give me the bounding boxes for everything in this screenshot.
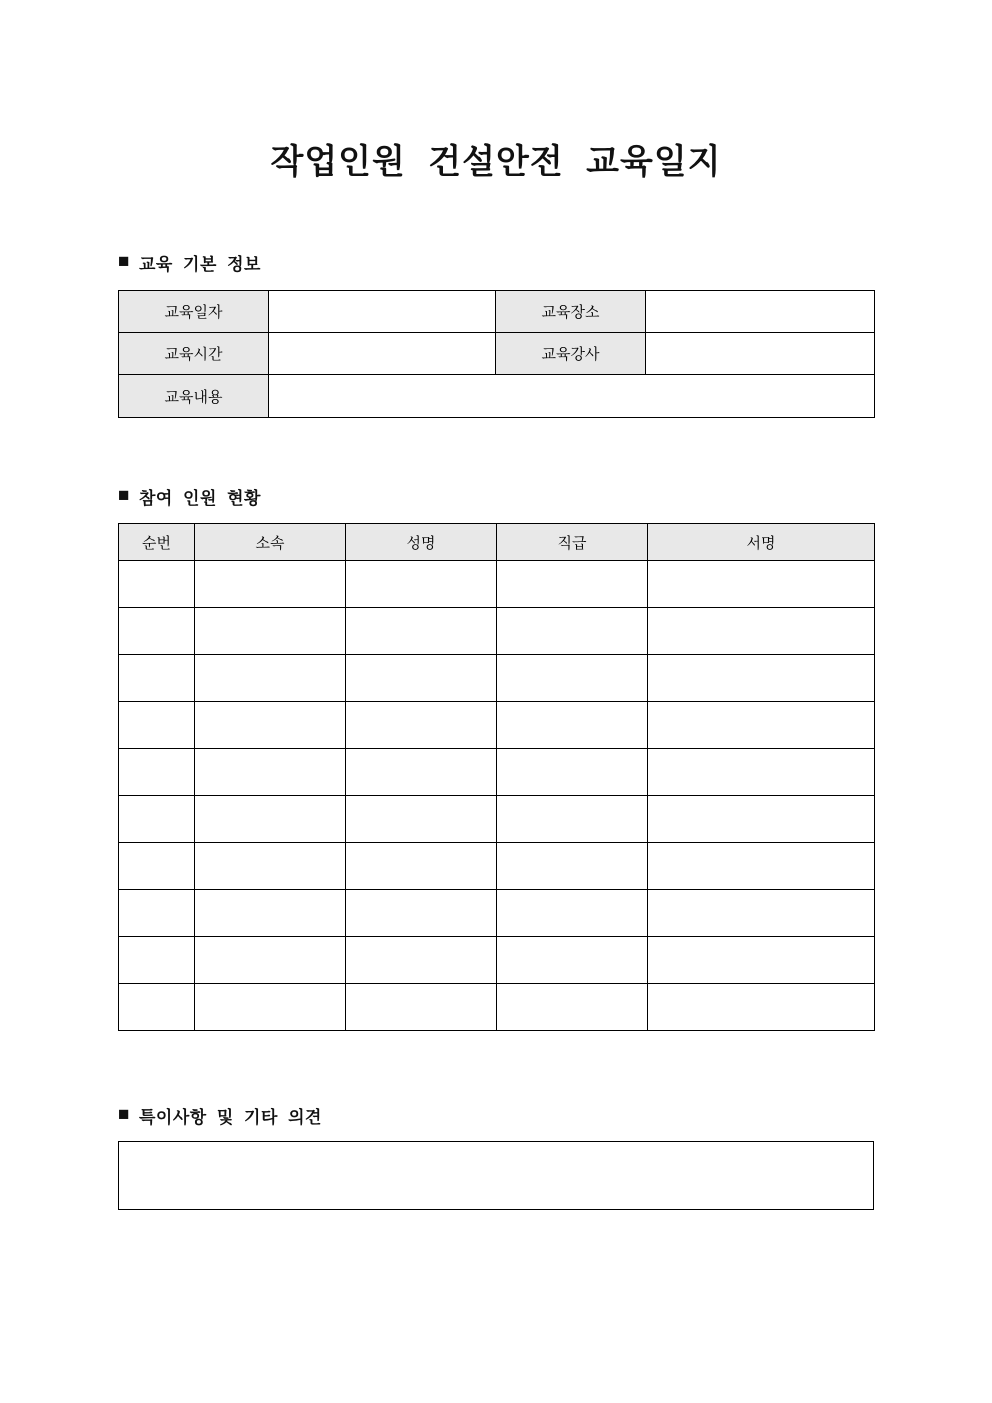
participant-cell <box>648 655 875 702</box>
participant-cell <box>648 561 875 608</box>
participant-row <box>119 937 875 984</box>
participant-cell <box>346 702 497 749</box>
participant-cell <box>497 984 648 1031</box>
participant-table <box>118 523 875 1031</box>
participant-cell <box>346 608 497 655</box>
participant-cell <box>195 984 346 1031</box>
label-training-date: 교육일자 <box>119 291 269 333</box>
section-bullet-icon: ■ <box>118 251 130 272</box>
participant-cell <box>119 890 195 937</box>
participant-row <box>119 702 875 749</box>
participant-cell <box>497 561 648 608</box>
label-training-time: 교육시간 <box>119 333 269 375</box>
participant-cell <box>648 843 875 890</box>
basic-info-row <box>119 375 875 418</box>
participant-cell <box>119 702 195 749</box>
value-training-instructor <box>646 333 875 375</box>
participant-cell <box>195 702 346 749</box>
column-header-name: 성명 <box>346 524 497 561</box>
section-heading-basic-info <box>118 250 261 275</box>
participant-cell <box>346 890 497 937</box>
section-heading-participants <box>118 484 261 509</box>
participant-cell <box>195 608 346 655</box>
participant-cell <box>497 655 648 702</box>
participant-cell <box>346 749 497 796</box>
participant-row <box>119 984 875 1031</box>
column-header-position: 직급 <box>497 524 648 561</box>
column-header-number: 순번 <box>119 524 195 561</box>
participant-cell <box>346 984 497 1031</box>
participant-cell <box>119 843 195 890</box>
participant-cell <box>195 843 346 890</box>
participant-cell <box>648 749 875 796</box>
participant-cell <box>648 796 875 843</box>
basic-info-row <box>119 333 875 375</box>
participant-cell <box>497 890 648 937</box>
value-training-time <box>269 333 496 375</box>
participant-cell <box>497 796 648 843</box>
label-training-place: 교육장소 <box>496 291 646 333</box>
participant-row <box>119 655 875 702</box>
participant-row <box>119 890 875 937</box>
participant-cell <box>195 796 346 843</box>
participant-cell <box>119 796 195 843</box>
participant-cell <box>346 796 497 843</box>
document-title: 작업인원 건설안전 교육일지 <box>270 143 722 181</box>
notes-box <box>118 1141 874 1210</box>
participant-cell <box>346 843 497 890</box>
participant-cell <box>119 749 195 796</box>
section-heading-participants-label: 참여 인원 현황 <box>138 489 261 508</box>
participant-cell <box>346 561 497 608</box>
participant-cell <box>346 655 497 702</box>
column-header-signature: 서명 <box>648 524 875 561</box>
section-heading-notes <box>118 1103 322 1128</box>
participant-row <box>119 843 875 890</box>
section-bullet-icon: ■ <box>118 1104 130 1125</box>
participant-cell <box>648 937 875 984</box>
participant-cell <box>497 702 648 749</box>
participant-cell <box>497 843 648 890</box>
label-training-instructor: 교육강사 <box>496 333 646 375</box>
value-training-content <box>269 375 875 418</box>
section-heading-notes-label: 특이사항 및 기타 의견 <box>138 1108 322 1127</box>
participant-row <box>119 608 875 655</box>
participant-cell <box>648 984 875 1031</box>
participant-cell <box>119 655 195 702</box>
section-bullet-icon: ■ <box>118 485 130 506</box>
participant-cell <box>346 937 497 984</box>
participant-row <box>119 749 875 796</box>
participant-table-body <box>119 561 875 1031</box>
column-header-affiliation: 소속 <box>195 524 346 561</box>
participant-cell <box>119 937 195 984</box>
section-heading-basic-info-label: 교육 기본 정보 <box>138 255 261 274</box>
basic-info-table <box>118 290 875 418</box>
participant-row <box>119 796 875 843</box>
participant-cell <box>195 749 346 796</box>
participant-cell <box>648 608 875 655</box>
value-training-date <box>269 291 496 333</box>
participant-header-row <box>119 524 875 561</box>
participant-cell <box>119 984 195 1031</box>
participant-cell <box>497 608 648 655</box>
participant-cell <box>195 890 346 937</box>
participant-cell <box>648 890 875 937</box>
participant-cell <box>497 937 648 984</box>
participant-cell <box>497 749 648 796</box>
basic-info-row <box>119 291 875 333</box>
participant-cell <box>195 561 346 608</box>
label-training-content: 교육내용 <box>119 375 269 418</box>
participant-cell <box>195 937 346 984</box>
participant-cell <box>119 608 195 655</box>
value-training-place <box>646 291 875 333</box>
participant-cell <box>195 655 346 702</box>
participant-cell <box>648 702 875 749</box>
participant-cell <box>119 561 195 608</box>
participant-row <box>119 561 875 608</box>
